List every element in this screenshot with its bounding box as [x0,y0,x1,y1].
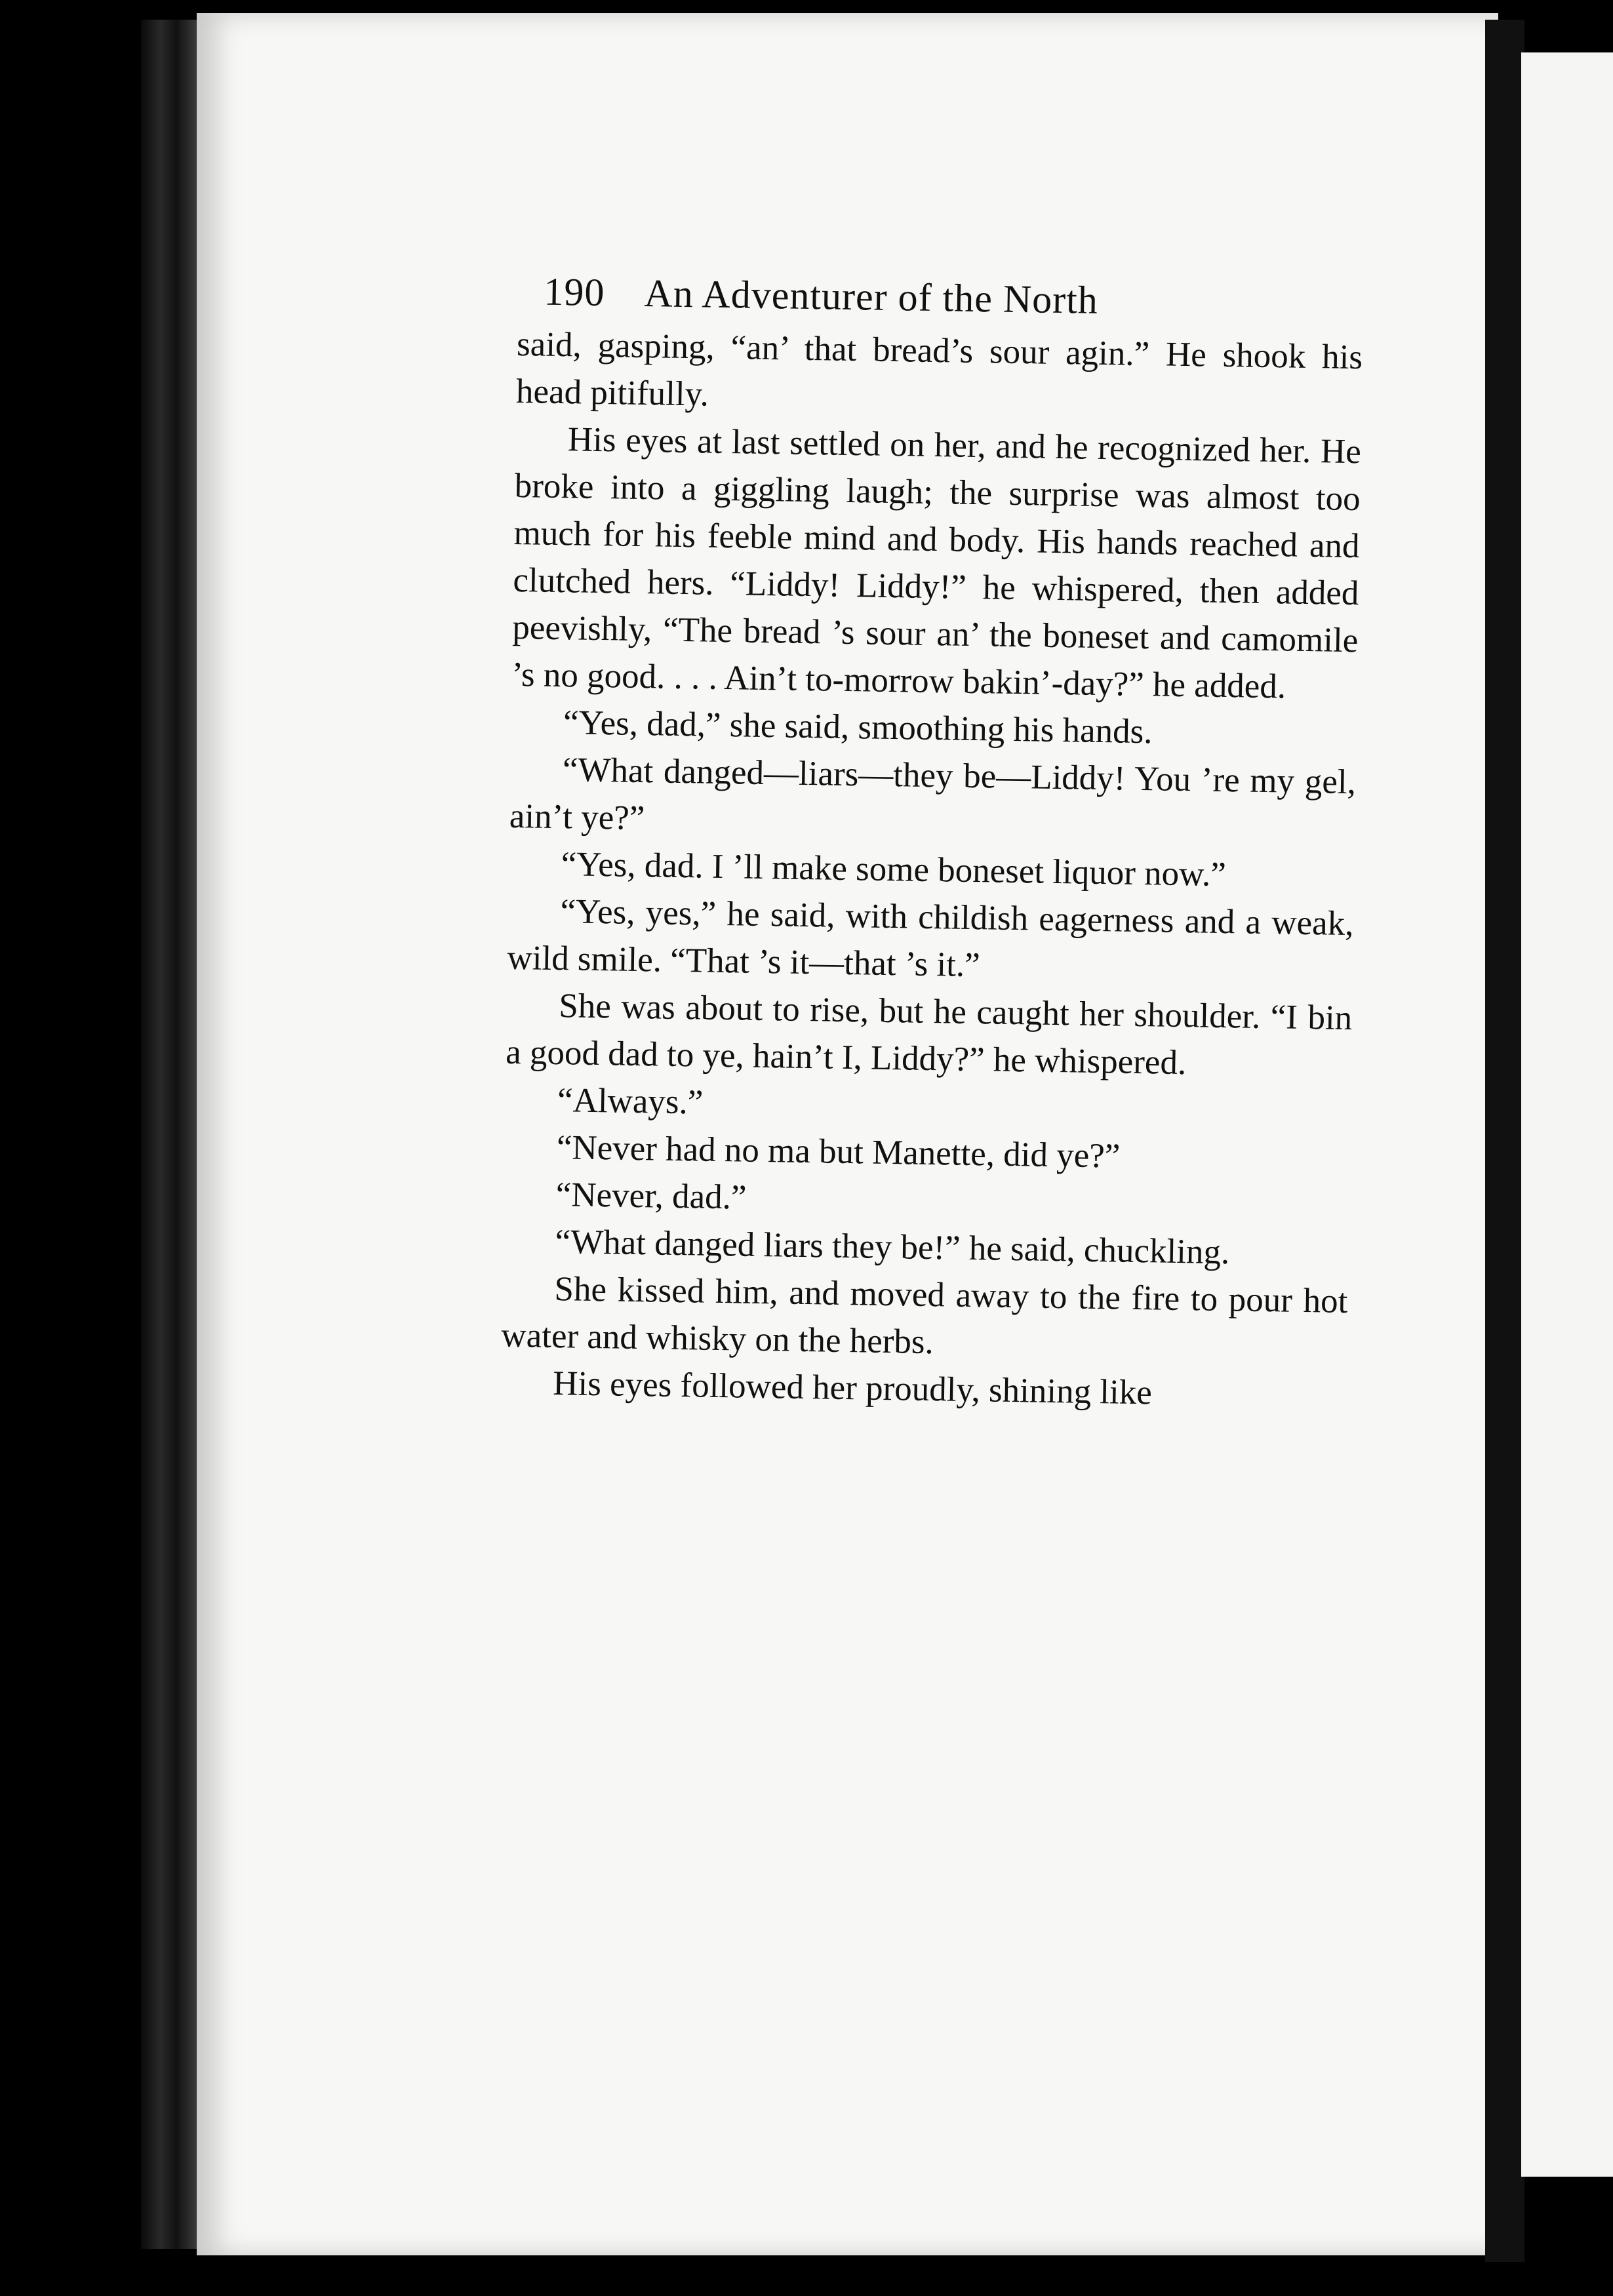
page-number: 190 [543,269,605,315]
paragraph: “What danged—liars—they be—Liddy! You ’re my gel, ain’t ye?” [509,751,1357,838]
body-text [500,321,1363,1419]
paragraph: “Never had no ma but Manette, did ye?” [556,1128,1121,1176]
paragraph: His eyes followed her proudly, shining like [552,1364,1153,1412]
paragraph: “Yes, yes,” he said, with childish eagerness and a weak, wild smile. “That ’s it—that ’s it.” [507,892,1354,985]
paragraph: “Yes, dad. I ’ll make some boneset liquor now.” [561,845,1227,894]
paragraph: She kissed him, and moved away to the fire to pour hot water and whisky on the herbs. [500,1270,1348,1362]
adjacent-page-edge [1521,52,1613,2177]
paragraph: “Yes, dad,” she said, smoothing his hands. [563,703,1153,751]
book-gutter [1485,20,1524,2262]
paragraph: She was about to rise, but he caught her shoulder. “I bin a good dad to ye, hain’t I, Liddy?” he whispered. [505,987,1353,1082]
paragraph: “Never, dad.” [555,1176,747,1217]
running-title: An Adventurer of the North [643,271,1099,322]
page-text-block [500,269,1364,1419]
paragraph: “Always.” [557,1081,704,1122]
paragraph: said, gasping, “an’ that bread’s sour agin.” He shook his head pitifully. [515,325,1363,414]
paragraph: “What danged liars they be!” he said, chuckling. [555,1223,1230,1272]
paragraph: His eyes at last settled on her, and he recognized her. He broke into a giggling laugh; the surprise was almost too much for his feeble mind and body. His hands reached and clutched hers. “Liddy! Liddy!” he whispered, then added peevishly, “The bread ’s sour an’ the boneset and camomile ’s no good. . . . Ain’t to-morrow bakin’-day?” he added. [511,420,1362,706]
